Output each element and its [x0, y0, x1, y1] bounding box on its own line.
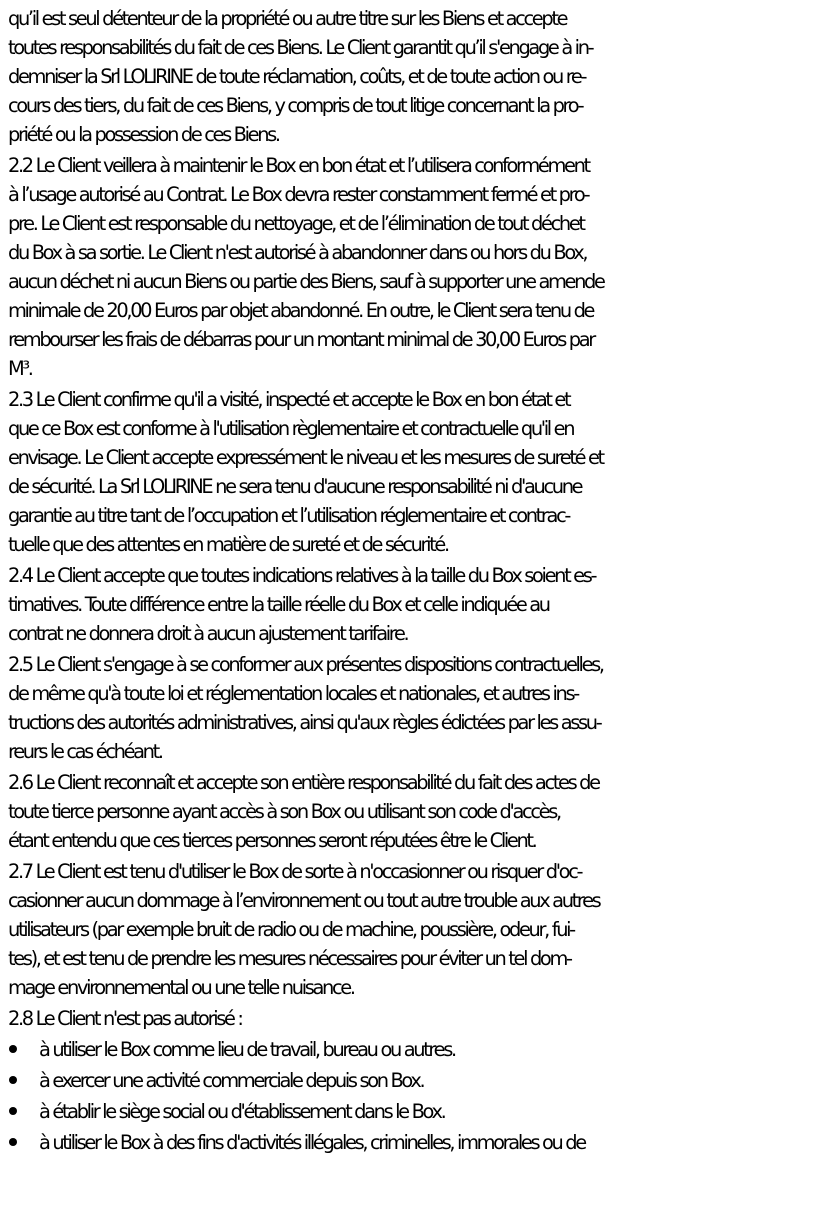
- text-line: priété ou la possession de ces Biens.: [8, 123, 279, 146]
- paragraph-2-6: [8, 768, 818, 855]
- list-item: [8, 1128, 818, 1157]
- text-line: de même qu'à toute loi et réglementation locales et nationales, et autres ins-: [8, 682, 578, 705]
- bullet-icon: [9, 1107, 17, 1115]
- paragraph-2-2: [8, 151, 818, 383]
- list-item: [8, 1066, 818, 1095]
- bullet-icon: [9, 1045, 17, 1053]
- text-line: 2.7 Le Client est tenu d'utiliser le Box de sorte à n'occasionner ou risquer d'oc-: [8, 860, 582, 883]
- bullet-icon: [9, 1138, 17, 1146]
- text-line: tructions des autorités administratives, ainsi qu'aux règles édictées par les assu-: [8, 711, 601, 734]
- text-line: tuelle que des attentes en matière de sureté et de sécurité.: [8, 533, 448, 556]
- text-line: mage environnemental ou une telle nuisance.: [8, 976, 354, 999]
- text-line: qu’il est seul détenteur de la propriété ou autre titre sur les Biens et accepte: [8, 7, 567, 30]
- text-line: du Box à sa sortie. Le Client n'est autorisé à abandonner dans ou hors du Box,: [8, 241, 587, 264]
- text-line: minimale de 20,00 Euros par objet abandonné. En outre, le Client sera tenu de: [8, 299, 594, 322]
- list-item-text: à utiliser le Box comme lieu de travail, bureau ou autres.: [39, 1038, 455, 1061]
- list-item: [8, 1097, 818, 1126]
- paragraph-2-3: [8, 385, 818, 559]
- paragraph-ownership: [8, 4, 818, 149]
- document-page: [8, 4, 818, 1159]
- list-item: [8, 1035, 818, 1064]
- text-line: aucun déchet ni aucun Biens ou partie des Biens, sauf à supporter une amende: [8, 270, 604, 293]
- text-line: 2.6 Le Client reconnaît et accepte son entière responsabilité du fait des actes de: [8, 771, 599, 794]
- text-line: casionner aucun dommage à l’environnement ou tout autre trouble aux autres: [8, 889, 600, 912]
- text-line: reurs le cas échéant.: [8, 740, 162, 763]
- text-line: rembourser les frais de débarras pour un montant minimal de 30,00 Euros par: [8, 328, 594, 351]
- text-line: demniser la Srl LOLIRINE de toute réclamation, coûts, et de toute action ou re-: [8, 65, 586, 88]
- text-line: que ce Box est conforme à l'utilisation règlementaire et contractuelle qu'il en: [8, 417, 574, 440]
- list-item-text: à établir le siège social ou d'établissement dans le Box.: [39, 1100, 445, 1123]
- text-line: étant entendu que ces tierces personnes seront réputées être le Client.: [8, 829, 536, 852]
- text-line: toutes responsabilités du fait de ces Biens. Le Client garantit qu’il s'engage à in-: [8, 36, 593, 59]
- text-line: pre. Le Client est responsable du nettoyage, et de l’élimination de tout déchet: [8, 212, 584, 235]
- text-line: tes), et est tenu de prendre les mesures nécessaires pour éviter un tel dom-: [8, 947, 571, 970]
- text-line: 2.5 Le Client s'engage à se conformer aux présentes dispositions contractuelles,: [8, 653, 603, 676]
- text-line: 2.8 Le Client n'est pas autorisé :: [8, 1007, 242, 1030]
- paragraph-2-7: [8, 857, 818, 1002]
- text-line: de sécurité. La Srl LOLIRINE ne sera tenu d'aucune responsabilité ni d'aucune: [8, 475, 582, 498]
- list-item-text: à utiliser le Box à des fins d'activités illégales, criminelles, immorales ou de: [39, 1131, 585, 1154]
- text-line: contrat ne donnera droit à aucun ajustement tarifaire.: [8, 622, 408, 645]
- text-line: garantie au titre tant de l’occupation et l’utilisation réglementaire et contrac-: [8, 504, 570, 527]
- list-item-text: à exercer une activité commerciale depuis son Box.: [39, 1069, 424, 1092]
- paragraph-2-4: [8, 561, 818, 648]
- text-line: envisage. Le Client accepte expressément le niveau et les mesures de sureté et: [8, 446, 603, 469]
- text-line: à l’usage autorisé au Contrat. Le Box devra rester constamment fermé et pro-: [8, 183, 589, 206]
- text-line: cours des tiers, du fait de ces Biens, y compris de tout litige concernant la pro-: [8, 94, 583, 117]
- bullet-icon: [9, 1076, 17, 1084]
- text-line: toute tierce personne ayant accès à son Box ou utilisant son code d'accès,: [8, 800, 560, 823]
- text-line: 2.3 Le Client confirme qu'il a visité, inspecté et accepte le Box en bon état et: [8, 388, 570, 411]
- text-line: utilisateurs (par exemple bruit de radio ou de machine, poussière, odeur, fui-: [8, 918, 574, 941]
- restrictions-list: [8, 1035, 818, 1157]
- text-line: M³.: [8, 357, 32, 380]
- paragraph-2-8: [8, 1004, 818, 1033]
- paragraph-2-5: [8, 650, 818, 766]
- text-line: 2.2 Le Client veillera à maintenir le Box en bon état et l’utilisera conformément: [8, 154, 589, 177]
- text-line: 2.4 Le Client accepte que toutes indications relatives à la taille du Box soient es-: [8, 564, 596, 587]
- text-line: timatives. Toute différence entre la taille réelle du Box et celle indiquée au: [8, 593, 549, 616]
